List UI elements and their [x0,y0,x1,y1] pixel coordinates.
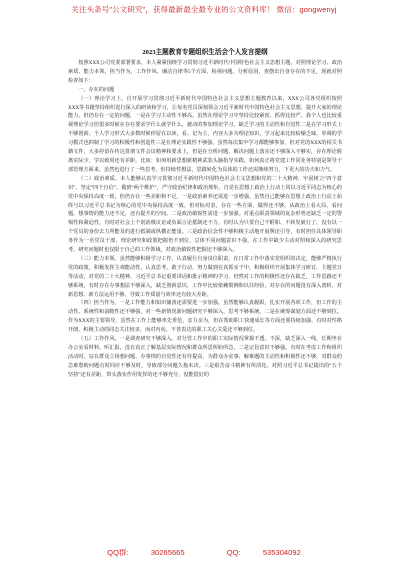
qq-group-number: 30265665 [150,548,185,557]
body-paragraph: （一）理论学习上。自开展学习贯彻习近平新时代中国特色社会主义思想主题教育以来，XXX公司各党组织按照XXX等书籍坚持组织进行深入的研读和学习，让每名党员深刻领会习近平新时代中国特色社会主义思想，提升大家的理论能力，但仍存在一定的问题，一是在学习主动性不够高。虽然在理论学习中坚持比较紧密、抓得比较严，我个人也比较重视理论学习但很多时候在存在要求学什么就学什么，被动的参加理论学习，缺乏学习的主动性和自觉性二是在学习形式上不够创新。个人学习形式大多数时候停留在以读、看、记为主，内容大多为理论知识，学习起来比较枯燥乏味，单调的学习模式也抑制了学习的积极性和创造性三是在理论实践性不够强。虽然每次集中学习都能够参加，但对党的XXX的相关书籍文件，大多停留在传达贯彻文件会议精神和要求上，但是在分析问题、解决问题上落实还不够深入不够实，存在理论脱离实际少，学以致用还有差距。比如：如何用新思想新精神武装头脑指导实践，如何真正将党建工作同业务特别是领导干部管理方面来，虽然也进行了一些思考，但持续性想法，思路转化为具体的工作还需继续努力，下更大的功夫和力气。 [68,95,342,173]
promo-banner: 关注头条号"公文研究"，获得最新最全最专业的公文资料库！ 微信：gongwenyj [71,5,337,14]
qq-label: QQ: [226,548,241,557]
document-title: 2023主题教育专题组织生活会个人发言提纲 [142,49,268,56]
body-paragraph: （二）政治素质。本人能够认真学习贯彻习近平新时代中国特色社会主义思想和党的二十大精神，牢固树立“四个意识”、坚定“四个自信”、做到“两个维护”，严守政治纪律和政治规矩。自觉在思想上政治上行动上同以习近平同志为核心的党中央保持高度一致，但仍存在一些差距和不足，一是政治素养还需进一步增强。虽然自己能够在思想上政治上行动上始终与以习近平总书记为核心的党中央保持高度一致，但对标对表，存在一些方面，做得还不够，从政治上看大局、看问题、想事情的能力还不足，还有提升的空间。二是政治敏锐性需进一步加强。对重点职责领域的复杂形势还缺乏一定的警惕性和紧迫性，有时对社会上个别消极议论或负面言论抵制还不力，有时认为只要自己不附和、不转发就行了，没有以一个党员的身份去力所能及的进行抵制或纵横正能量。三是政治信念性不够积极主动地开展舆论引导，有时担任具体领导职务作为一名党员干部，理论研究和政策把握仍不到位，总体不同问题意识不强，在工作中缺少主动对照和深入的研究思考，研究问题时也仅限于自己的工作领域，对政治敏锐性把握还不够深入。 [68,175,342,254]
body-paragraph: （四）担当作为。一是工作能力和知识储备还需要进一步加强。虽然能够认真履职，扎实开展各项工作，但工作的主动性、系统性和前瞻性还不够强，对一些新情况新问题研究不够深入，思考不够系统。二是在统筹谋划方面还不够到位。作为XXX的主要领导，虽然在工作上能够率先垂范，亲力亲为，但在帮助职工快速成长等方面还要持续加强，有时对性格开朗、积极主动的同志关注较多，而对内向、不善表达的职工关心关爱还不够到位。 [68,300,342,334]
contact-footer [0,546,408,560]
qq-info [217,548,311,557]
qq-group-info [97,548,194,557]
qq-number: 535304092 [262,548,301,557]
body-paragraph: （三）能力本领。虽然能够积极学习工作，认真履行自身岗位职责，在日常工作中落实党组织的决定，能够严格执行党的政策，积极发挥主观能动性，认真思考，敢于行动，努力做到在真抓实干中，积极组织开展集体学习研讨，主题党日等活动，对党的二十大精神、习近平总书记重要讲话和批示精神的学习，仍然对工作的积极性还存在缺乏，工作思路还不够系统，有时存在办事想法不够深入，缺乏创新意识，工作中比较依赖惯例和以往经验，对存在的问题没有深入剖析，对新思想、新方法运用不够，导致工作质量与效率还有较大差距。 [68,255,342,298]
qq-group-label: QQ群: [107,548,129,557]
paragraph-list [68,59,342,380]
body-paragraph: （五）工作作风。一是调查研究不够深入。对分管工作中的职工实际情况掌握不透、不深，缺乏深入一线，长期坐在办公室看材料、听汇报，没有真正了解基层实际情况和群众所思所盼所急，二是宗旨意识不够强。有时在考虑工作和组织活动时，站在群众立场想问题、办事情的自觉性还有待提高，为群众办实事、解难题的主动性和积极性还不够，对群众的急难愁盼问题有时回应不够及时，导致部分问题久拖未决。三是艰苦奋斗精神有所淡化。对照习近平总书记提出的“五个坚持”还有差距，带头落实作用发挥的还不够充分，没能很好的 [68,336,342,378]
document-body [68,48,342,380]
body-paragraph: 按照XXX公司党委部署要求，本人紧紧围绕学习贯彻习近平新时代中国特色社会主义思想主题，对照理论学习、政治素质、能力本领、担当作为、工作作风、廉洁自律等5个方面，检视问题、分析原因，查摆出自身存在的不足，现就对照检查如下： [68,60,342,84]
section-heading: 一、存在的问题 [78,86,115,93]
